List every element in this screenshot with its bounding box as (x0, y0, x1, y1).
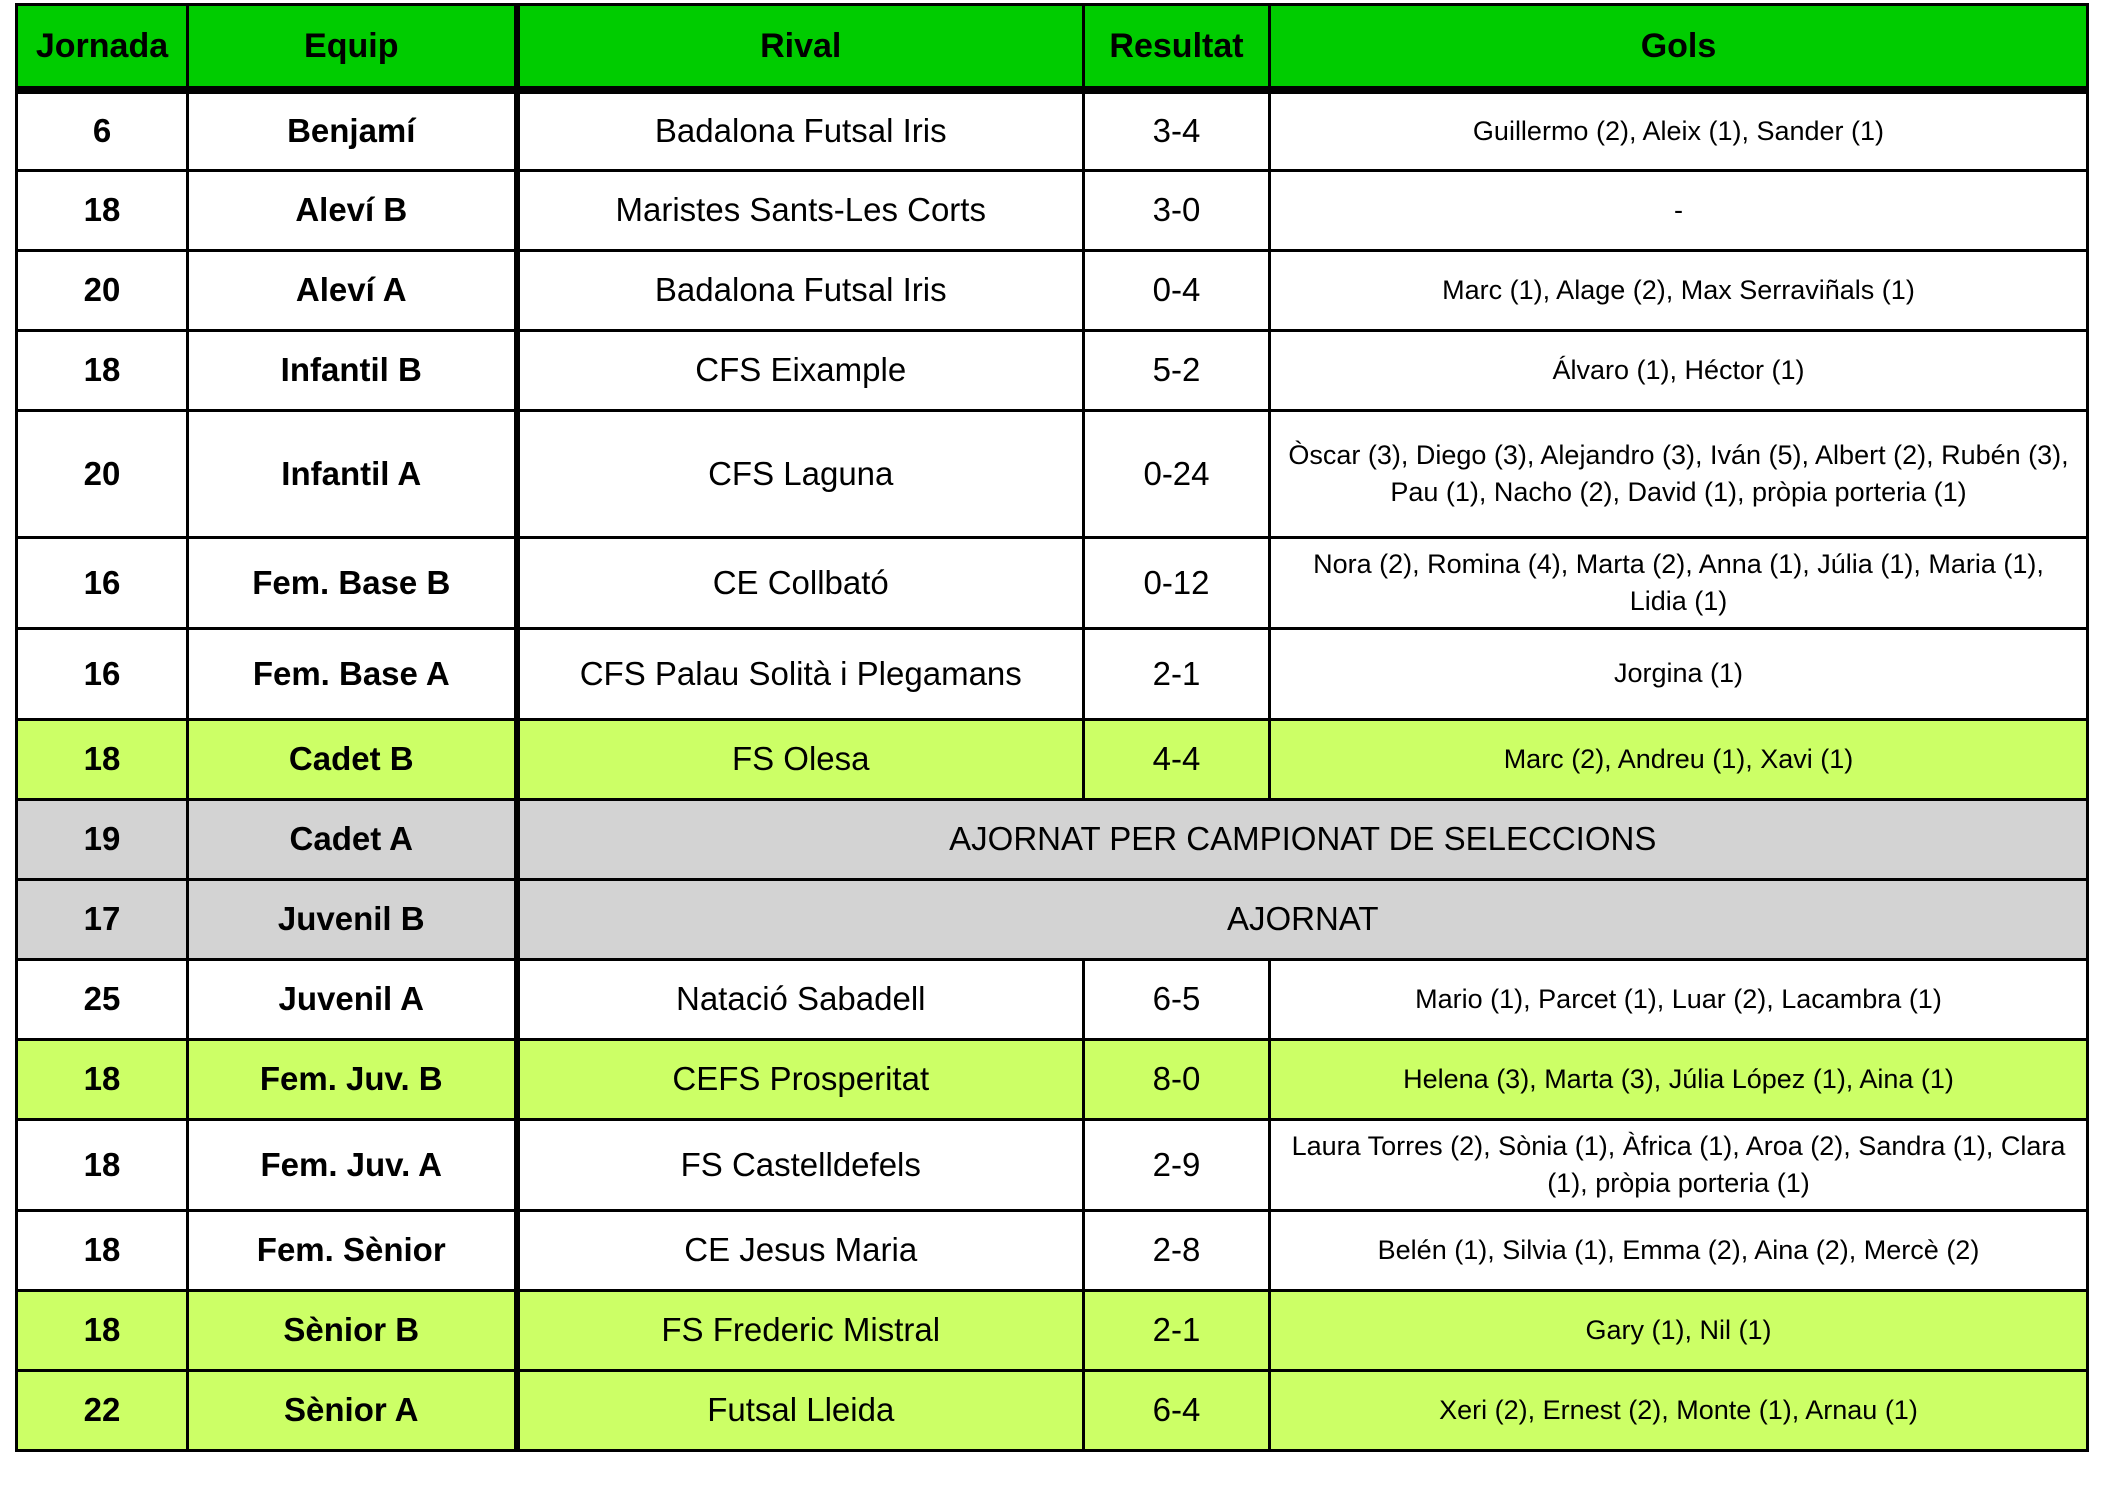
cell-resultat: 0-24 (1084, 410, 1270, 537)
cell-gols: - (1270, 170, 2088, 250)
cell-rival: CE Jesus Maria (517, 1210, 1084, 1290)
cell-gols: Belén (1), Silvia (1), Emma (2), Aina (2), Mercè (2) (1270, 1210, 2088, 1290)
cell-resultat: 6-5 (1084, 959, 1270, 1039)
cell-resultat: 3-0 (1084, 170, 1270, 250)
cell-resultat: 0-12 (1084, 537, 1270, 628)
table-row (17, 1370, 2088, 1450)
cell-equip: Infantil A (188, 410, 517, 537)
table-row (17, 170, 2088, 250)
table-row (17, 959, 2088, 1039)
cell-rival: Maristes Sants-Les Corts (517, 170, 1084, 250)
results-table (15, 3, 2089, 1452)
cell-rival: FS Frederic Mistral (517, 1290, 1084, 1370)
cell-rival: CEFS Prosperitat (517, 1039, 1084, 1119)
cell-gols: Helena (3), Marta (3), Júlia López (1), Aina (1) (1270, 1039, 2088, 1119)
cell-resultat: 5-2 (1084, 330, 1270, 410)
cell-jornada: 19 (17, 799, 188, 879)
table-row (17, 879, 2088, 959)
table-row (17, 1039, 2088, 1119)
table-row (17, 537, 2088, 628)
cell-jornada: 18 (17, 1210, 188, 1290)
cell-gols: Guillermo (2), Aleix (1), Sander (1) (1270, 90, 2088, 170)
cell-equip: Fem. Base B (188, 537, 517, 628)
cell-rival: CE Collbató (517, 537, 1084, 628)
cell-equip: Juvenil A (188, 959, 517, 1039)
cell-rival: Badalona Futsal Iris (517, 250, 1084, 330)
cell-gols: Jorgina (1) (1270, 628, 2088, 719)
cell-gols: Òscar (3), Diego (3), Alejandro (3), Iván (5), Albert (2), Rubén (3), Pau (1), Nacho (2), David (1), pròpia porteria (1) (1270, 410, 2088, 537)
cell-equip: Fem. Juv. A (188, 1119, 517, 1210)
cell-resultat: 0-4 (1084, 250, 1270, 330)
cell-postponed-note: AJORNAT PER CAMPIONAT DE SELECCIONS (517, 799, 2088, 879)
cell-jornada: 16 (17, 628, 188, 719)
cell-gols: Xeri (2), Ernest (2), Monte (1), Arnau (1) (1270, 1370, 2088, 1450)
cell-resultat: 2-1 (1084, 628, 1270, 719)
table-row (17, 719, 2088, 799)
cell-rival: Badalona Futsal Iris (517, 90, 1084, 170)
cell-resultat: 6-4 (1084, 1370, 1270, 1450)
cell-rival: CFS Palau Solità i Plegamans (517, 628, 1084, 719)
cell-rival: FS Castelldefels (517, 1119, 1084, 1210)
header-equip: Equip (188, 5, 517, 91)
results-body (17, 90, 2088, 1450)
cell-equip: Infantil B (188, 330, 517, 410)
cell-jornada: 18 (17, 1290, 188, 1370)
header-resultat: Resultat (1084, 5, 1270, 91)
cell-resultat: 2-9 (1084, 1119, 1270, 1210)
cell-equip: Fem. Base A (188, 628, 517, 719)
table-row (17, 1119, 2088, 1210)
cell-gols: Laura Torres (2), Sònia (1), Àfrica (1), Aroa (2), Sandra (1), Clara (1), pròpia porteria (1) (1270, 1119, 2088, 1210)
cell-resultat: 3-4 (1084, 90, 1270, 170)
table-row (17, 799, 2088, 879)
cell-rival: FS Olesa (517, 719, 1084, 799)
cell-equip: Cadet A (188, 799, 517, 879)
cell-jornada: 17 (17, 879, 188, 959)
table-row (17, 330, 2088, 410)
cell-resultat: 2-1 (1084, 1290, 1270, 1370)
cell-equip: Aleví B (188, 170, 517, 250)
cell-equip: Fem. Juv. B (188, 1039, 517, 1119)
cell-gols: Álvaro (1), Héctor (1) (1270, 330, 2088, 410)
table-row (17, 628, 2088, 719)
cell-equip: Juvenil B (188, 879, 517, 959)
cell-jornada: 18 (17, 330, 188, 410)
cell-resultat: 4-4 (1084, 719, 1270, 799)
cell-equip: Sènior A (188, 1370, 517, 1450)
cell-jornada: 16 (17, 537, 188, 628)
header-gols: Gols (1270, 5, 2088, 91)
table-row (17, 90, 2088, 170)
cell-gols: Nora (2), Romina (4), Marta (2), Anna (1), Júlia (1), Maria (1), Lidia (1) (1270, 537, 2088, 628)
table-row (17, 250, 2088, 330)
cell-jornada: 18 (17, 1039, 188, 1119)
cell-rival: CFS Laguna (517, 410, 1084, 537)
cell-jornada: 18 (17, 170, 188, 250)
cell-equip: Aleví A (188, 250, 517, 330)
cell-equip: Fem. Sènior (188, 1210, 517, 1290)
header-row (17, 5, 2088, 91)
cell-jornada: 22 (17, 1370, 188, 1450)
cell-gols: Marc (2), Andreu (1), Xavi (1) (1270, 719, 2088, 799)
cell-jornada: 18 (17, 1119, 188, 1210)
cell-equip: Benjamí (188, 90, 517, 170)
table-row (17, 1290, 2088, 1370)
cell-jornada: 25 (17, 959, 188, 1039)
cell-gols: Gary (1), Nil (1) (1270, 1290, 2088, 1370)
cell-gols: Mario (1), Parcet (1), Luar (2), Lacambra (1) (1270, 959, 2088, 1039)
header-rival: Rival (517, 5, 1084, 91)
cell-rival: Natació Sabadell (517, 959, 1084, 1039)
cell-resultat: 2-8 (1084, 1210, 1270, 1290)
cell-resultat: 8-0 (1084, 1039, 1270, 1119)
cell-jornada: 6 (17, 90, 188, 170)
header-jornada: Jornada (17, 5, 188, 91)
cell-jornada: 20 (17, 250, 188, 330)
table-row (17, 410, 2088, 537)
cell-jornada: 20 (17, 410, 188, 537)
cell-rival: Futsal Lleida (517, 1370, 1084, 1450)
cell-postponed-note: AJORNAT (517, 879, 2088, 959)
cell-equip: Cadet B (188, 719, 517, 799)
cell-gols: Marc (1), Alage (2), Max Serraviñals (1) (1270, 250, 2088, 330)
table-row (17, 1210, 2088, 1290)
cell-equip: Sènior B (188, 1290, 517, 1370)
cell-rival: CFS Eixample (517, 330, 1084, 410)
cell-jornada: 18 (17, 719, 188, 799)
